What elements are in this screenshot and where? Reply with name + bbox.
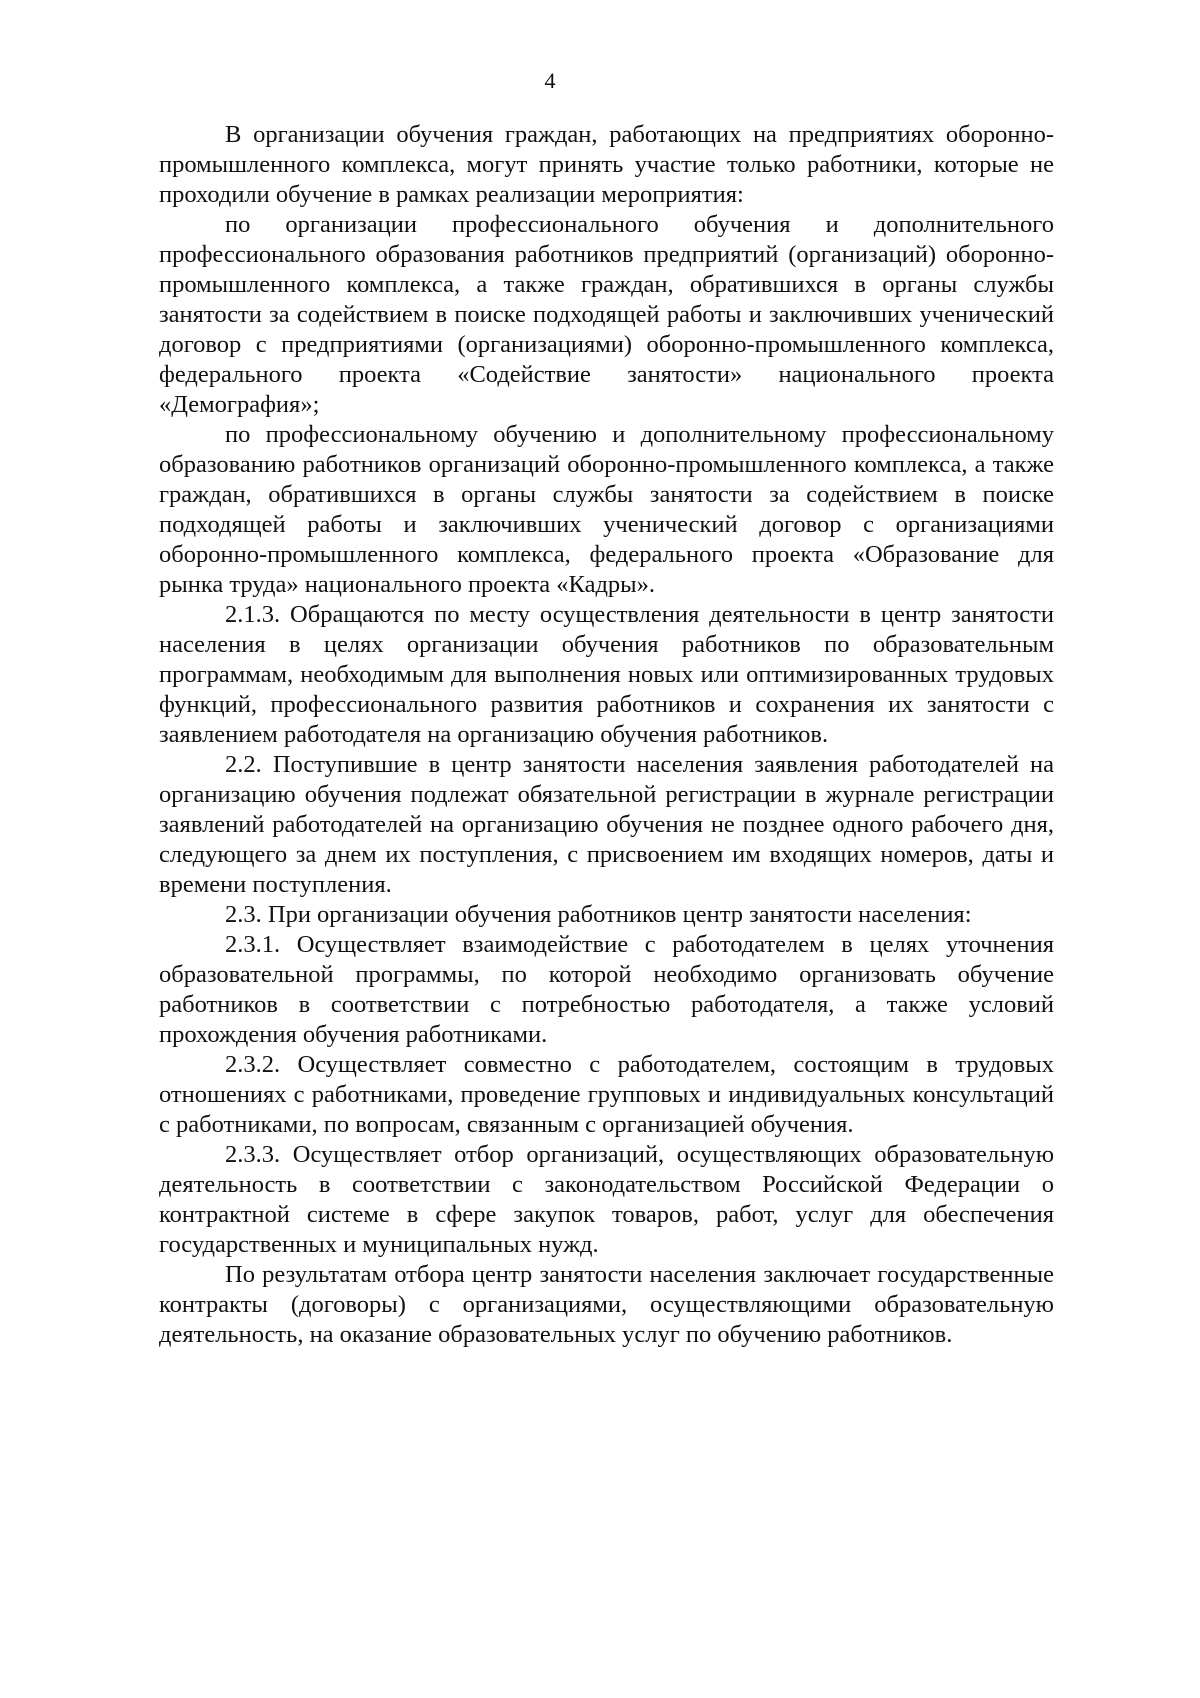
paragraph-2-3-1: 2.3.1. Осуществляет взаимодействие с работодателем в целях уточнения образовательной программы, по которой необходимо организовать обучение работников в соответствии с потребностью работодателя, а также условий прохождения обучения работниками.	[159, 931, 1054, 1048]
paragraph-training-eligibility: В организации обучения граждан, работающих на предприятиях оборонно-промышленного комплекса, могут принять участие только работники, которые не проходили обучение в рамках реализации мероприятия:	[159, 121, 1054, 208]
paragraph-2-3-3: 2.3.3. Осуществляет отбор организаций, осуществляющих образовательную деятельность в соответствии с законодательством Российской Федерации о контрактной системе в сфере закупок товаров, работ, услуг для обеспечения государственных и муниципальных нужд.	[159, 1141, 1054, 1258]
document-body	[159, 120, 1054, 1350]
paragraph-demography-project: по организации профессионального обучения и дополнительного профессионального образования работников предприятий (организаций) оборонно-промышленного комплекса, а также граждан, обратившихся в органы службы занятости за содействием в поиске подходящей работы и заключивших ученический договор с предприятиями (организациями) оборонно-промышленного комплекса, федерального проекта «Содействие занятости» национального проекта «Демография»;	[159, 211, 1054, 418]
paragraph-2-3: 2.3. При организации обучения работников центр занятости населения:	[225, 901, 972, 928]
paragraph-2-1-3: 2.1.3. Обращаются по месту осуществления деятельности в центр занятости населения в целях организации обучения работников по образовательным программам, необходимым для выполнения новых или оптимизированных трудовых функций, профессионального развития работников и сохранения их занятости с заявлением работодателя на организацию обучения работников.	[159, 601, 1054, 748]
paragraph-selection-results: По результатам отбора центр занятости населения заключает государственные контракты (договоры) с организациями, осуществляющими образовательную деятельность, на оказание образовательных услуг по обучению работников.	[159, 1261, 1054, 1348]
paragraph-2-3-2: 2.3.2. Осуществляет совместно с работодателем, состоящим в трудовых отношениях с работниками, проведение групповых и индивидуальных консультаций с работниками, по вопросам, связанным с организацией обучения.	[159, 1051, 1054, 1138]
paragraph-personnel-project: по профессиональному обучению и дополнительному профессиональному образованию работников организаций оборонно-промышленного комплекса, а также граждан, обратившихся в органы службы занятости за содействием в поиске подходящей работы и заключивших ученический договор с организациями оборонно-промышленного комплекса, федерального проекта «Образование для рынка труда» национального проекта «Кадры».	[159, 421, 1054, 598]
paragraph-2-2: 2.2. Поступившие в центр занятости населения заявления работодателей на организацию обучения подлежат обязательной регистрации в журнале регистрации заявлений работодателей на организацию обучения не позднее одного рабочего дня, следующего за днем их поступления, с присвоением им входящих номеров, даты и времени поступления.	[159, 751, 1054, 898]
page-number: 4	[544, 68, 556, 93]
